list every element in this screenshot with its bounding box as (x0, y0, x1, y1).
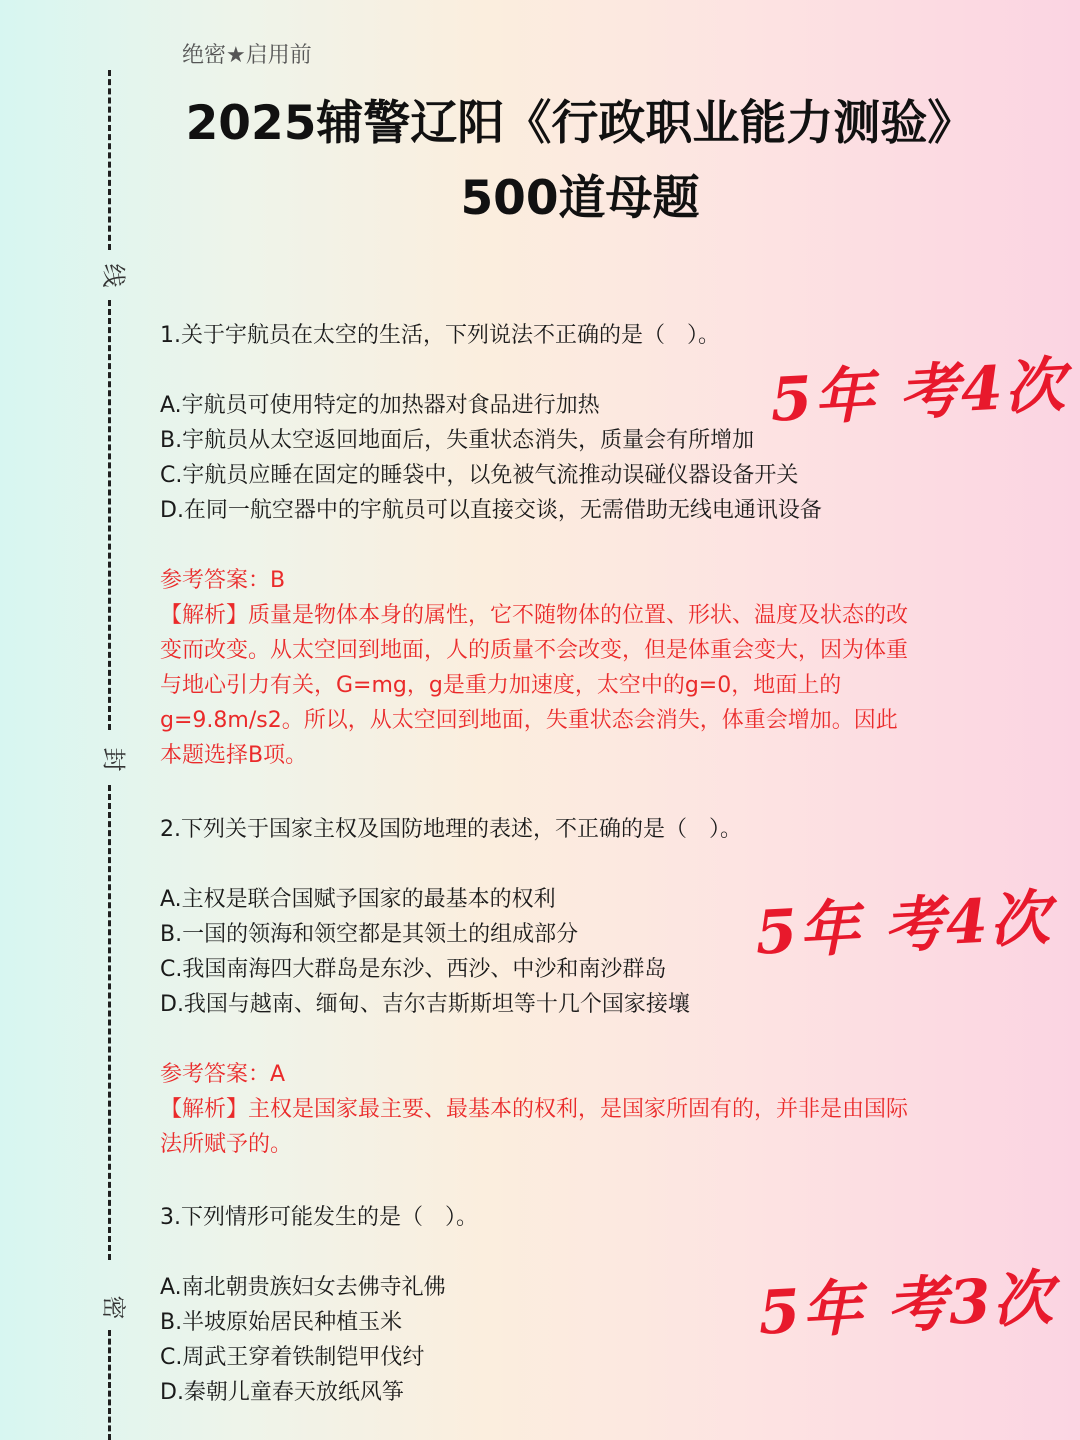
binding-char-xian: 线 (99, 263, 128, 288)
option-b: B.一国的领海和领空都是其领土的组成部分 (160, 922, 579, 947)
option-a: A.主权是联合国赋予国家的最基本的权利 (160, 887, 556, 912)
binding-line-upper (108, 300, 111, 730)
analysis-line: g=9.8m/s2。所以，从太空回到地面，失重状态会消失，体重会增加。因此 (160, 708, 898, 733)
option-d: D.在同一航空器中的宇航员可以直接交谈，无需借助无线电通讯设备 (160, 498, 822, 523)
page-title-line2: 500道母题 (460, 171, 700, 226)
option-a: A.宇航员可使用特定的加热器对食品进行加热 (160, 393, 600, 418)
option-d: D.我国与越南、缅甸、吉尔吉斯斯坦等十几个国家接壤 (160, 992, 690, 1017)
question-stem: 2.下列关于国家主权及国防地理的表述，不正确的是（ ）。 (160, 817, 742, 842)
option-c: C.宇航员应睡在固定的睡袋中，以免被气流推动误碰仪器设备开关 (160, 463, 799, 488)
answer: 参考答案：A (160, 1062, 286, 1087)
question-2 (160, 812, 1020, 1162)
option-b: B.宇航员从太空返回地面后，失重状态消失，质量会有所增加 (160, 428, 755, 453)
question-stem: 3.下列情形可能发生的是（ ）。 (160, 1205, 478, 1230)
option-c: C.周武王穿着铁制铠甲伐纣 (160, 1345, 425, 1370)
top-secret-label: 绝密★启用前 (182, 43, 312, 68)
option-a: A.南北朝贵族妇女去佛寺礼佛 (160, 1275, 446, 1300)
option-d: D.秦朝儿童春天放纸风筝 (160, 1380, 404, 1405)
binding-line-lower (108, 785, 111, 1260)
page-title-line1: 2025辅警辽阳《行政职业能力测验》 (185, 96, 975, 151)
analysis-line: 与地心引力有关，G=mg，g是重力加速度，太空中的g=0，地面上的 (160, 673, 842, 698)
analysis-line: 变而改变。从太空回到地面，人的质量不会改变，但是体重会变大，因为体重 (160, 638, 909, 663)
question-stem: 1.关于宇航员在太空的生活，下列说法不正确的是（ ）。 (160, 323, 720, 348)
option-c: C.我国南海四大群岛是东沙、西沙、中沙和南沙群岛 (160, 957, 667, 982)
analysis-line: 本题选择B项。 (160, 743, 308, 768)
answer: 参考答案：B (160, 568, 286, 593)
binding-char-mi: 密 (99, 1295, 128, 1320)
analysis-line: 法所赋予的。 (160, 1132, 293, 1157)
binding-char-feng: 封 (99, 747, 128, 772)
frequency-stamp-1: 5年 考4次 (768, 350, 1069, 436)
binding-line-top (108, 70, 111, 250)
frequency-stamp-2: 5年 考4次 (753, 883, 1054, 969)
option-b: B.半坡原始居民种植玉米 (160, 1310, 403, 1335)
analysis-line: 【解析】主权是国家最主要、最基本的权利，是国家所固有的，并非是由国际 (160, 1097, 909, 1122)
frequency-stamp-3: 5年 考3次 (756, 1263, 1057, 1349)
analysis-line: 【解析】质量是物体本身的属性，它不随物体的位置、形状、温度及状态的改 (160, 603, 909, 628)
binding-line-bottom (108, 1330, 111, 1440)
